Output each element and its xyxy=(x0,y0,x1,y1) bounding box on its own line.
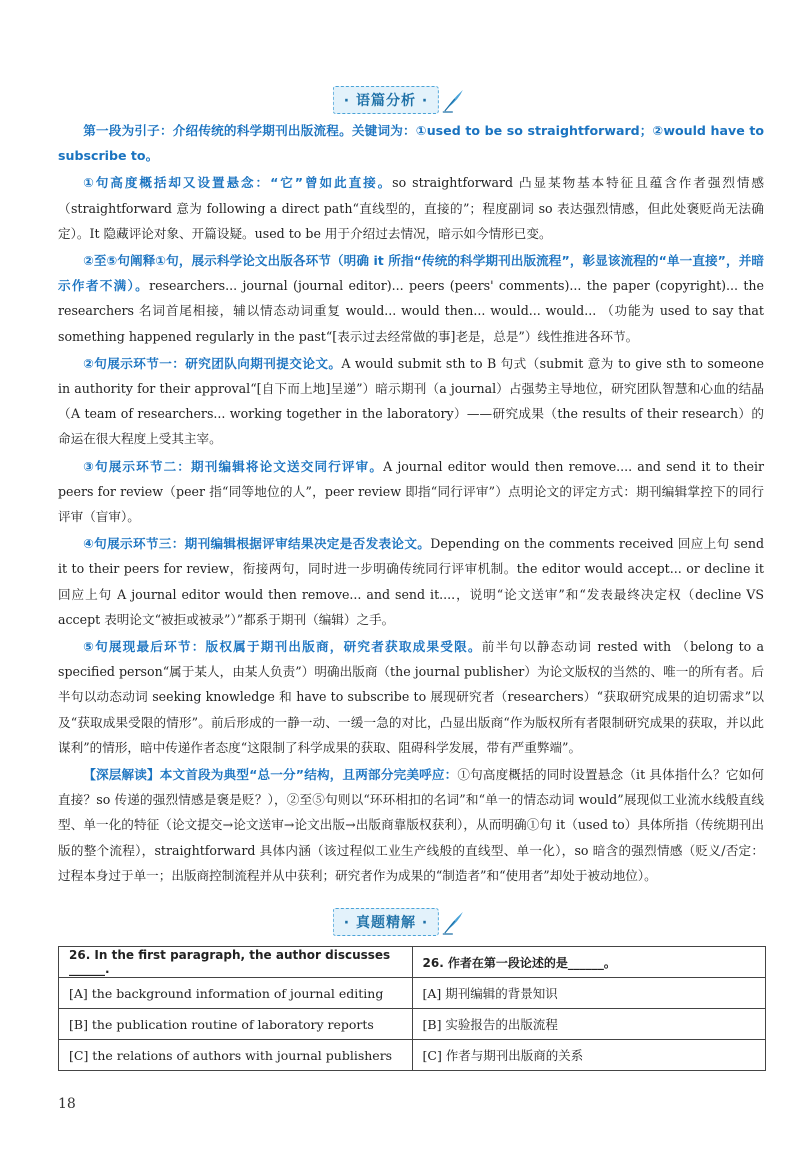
body-text: ①句高度概括的同时设置悬念（it 具体指什么？它如何直接？so 传递的强烈情感是褒是贬？），②至⑤句则以“环环相扣的名词”和“单一的情态动词 would”展现似工业流水线般直线型、单一化的特征（论文提交→论文送审→论文出版→出版商靠版权获利），从而明确①句 it（used to）具体所指（传统期刊出版的整个流程），straightforward 具体内涵（该过程似工业生产线般的直线型、单一化），so 暗含的强烈情感（贬义/否定：过程本身过于单一；出版商控制流程并从中获利；研究者作为成果的“制造者”和“使用者”却处于被动地位）。 xyxy=(58,767,764,883)
analysis-paragraph xyxy=(58,531,764,632)
analysis-paragraph xyxy=(58,634,764,760)
section-title: · 真题精解 · xyxy=(333,908,439,936)
analysis-paragraph xyxy=(58,248,764,349)
analysis-paragraph xyxy=(58,351,764,452)
table-row xyxy=(59,1040,766,1071)
question-en: 26. In the first paragraph, the author discusses ______. xyxy=(59,947,413,978)
section-banner-analysis xyxy=(333,86,467,114)
body-text: so straightforward 凸显某物基本特征且蕴含作者强烈情感（straightforward 意为 following a direct path“直线型的，直接的”；程度副词 so 表达强烈情感，但此处褒贬尚无法确定）。It 隐藏评论对象、开篇设疑。used to be 用于介绍过去情况，暗示如今情形已变。 xyxy=(58,175,764,241)
option-en: [A] the background information of journal editing xyxy=(59,978,413,1009)
quill-pen-icon xyxy=(441,909,467,935)
option-zh: [C] 作者与期刊出版商的关系 xyxy=(412,1040,766,1071)
body-text: researchers... journal (journal editor)... peers (peers' comments)... the paper (copyright)... the researchers 名词首尾相接，辅以情态动词重复 would... would then... would... would... （功能为 used to say that something happened regularly in the past“[表示过去经常做的事]老是，总是”）线性推进各环节。 xyxy=(58,278,764,344)
option-en: [B] the publication routine of laboratory reports xyxy=(59,1009,413,1040)
highlight-text: ⑤句展现最后环节：版权属于期刊出版商，研究者获取成果受限。 xyxy=(83,639,482,655)
table-row xyxy=(59,978,766,1009)
question-table-wrap xyxy=(58,946,766,1071)
analysis-content xyxy=(58,118,764,890)
body-text: 前半句以静态动词 rested with （belong to a specified person“属于某人，由某人负责”）明确出版商（the journal publisher）为论文版权的当然的、唯一的所有者。后半句以动态动词 seeking knowledge 和 have to subscribe to 展现研究者（researchers）“获取研究成果的迫切需求”以及“获取成果受限的情形”。前后形成的一静一动、一缓一急的对比，凸显出版商“作为版权所有者限制研究成果的获取，并以此谋利”的情形，暗中传递作者态度“这限制了科学成果的获取、阻碍科学发展，带有严重弊端”。 xyxy=(58,639,764,755)
page-number: 18 xyxy=(58,1096,76,1112)
analysis-paragraph xyxy=(58,762,764,888)
highlight-text: ④句展示环节三：期刊编辑根据评审结果决定是否发表论文。 xyxy=(83,536,431,552)
highlight-text: ②句展示环节一：研究团队向期刊提交论文。 xyxy=(83,355,342,371)
analysis-paragraph xyxy=(58,118,764,168)
body-text: A journal editor would then remove.... and send it to their peers for review（peer 指“同等地位的人”，peer review 即指“同行评审”）点明论文的评定方式：期刊编辑掌控下的同行评审（盲审）。 xyxy=(58,458,764,525)
analysis-paragraph xyxy=(58,454,764,530)
section-banner-answers xyxy=(333,908,467,936)
table-row xyxy=(59,947,766,978)
question-table xyxy=(58,946,766,1071)
quill-pen-icon xyxy=(441,87,467,113)
highlight-text: ①句高度概括却又设置悬念：“它”曾如此直接。 xyxy=(83,175,393,191)
option-en: [C] the relations of authors with journal publishers xyxy=(59,1040,413,1071)
question-zh: 26. 作者在第一段论述的是______。 xyxy=(412,947,766,978)
table-row xyxy=(59,1009,766,1040)
option-zh: [B] 实验报告的出版流程 xyxy=(412,1009,766,1040)
highlight-text: 第一段为引子：介绍传统的科学期刊出版流程。关键词为：①used to be so straightforward；②would have to subscribe to。 xyxy=(58,123,764,164)
body-text: Depending on the comments received 回应上句 send it to their peers for review，衔接两句，同时进一步明确传统同行评审机制。the editor would accept... or decline it 回应上句 A journal editor would then remove... and send it....，说明“论文送审”和“发表最终决定权（decline VS accept 表明论文“被拒或被录”）”都系于期刊（编辑）之手。 xyxy=(58,536,765,627)
highlight-text: 【深层解读】本文首段为典型“总一分”结构，且两部分完美呼应： xyxy=(83,767,458,783)
option-zh: [A] 期刊编辑的背景知识 xyxy=(412,978,766,1009)
body-text: A would submit sth to B 句式（submit 意为 to give sth to someone in authority for their approval“[自下而上地]呈递”）暗示期刊（a journal）占强势主导地位，研究团队智慧和心血的结晶（A team of researchers... working together in the laboratory）——研究成果（the results of their research）的命运在很大程度上受其主宰。 xyxy=(58,355,764,447)
analysis-paragraph xyxy=(58,170,764,246)
section-title: · 语篇分析 · xyxy=(333,86,439,114)
highlight-text: ③句展示环节二：期刊编辑将论文送交同行评审。 xyxy=(83,458,384,474)
highlight-text: ②至⑤句阐释①句，展示科学论文出版各环节（明确 it 所指“传统的科学期刊出版流程”，彰显该流程的“单一直接”，并暗示作者不满）。 xyxy=(58,253,764,294)
